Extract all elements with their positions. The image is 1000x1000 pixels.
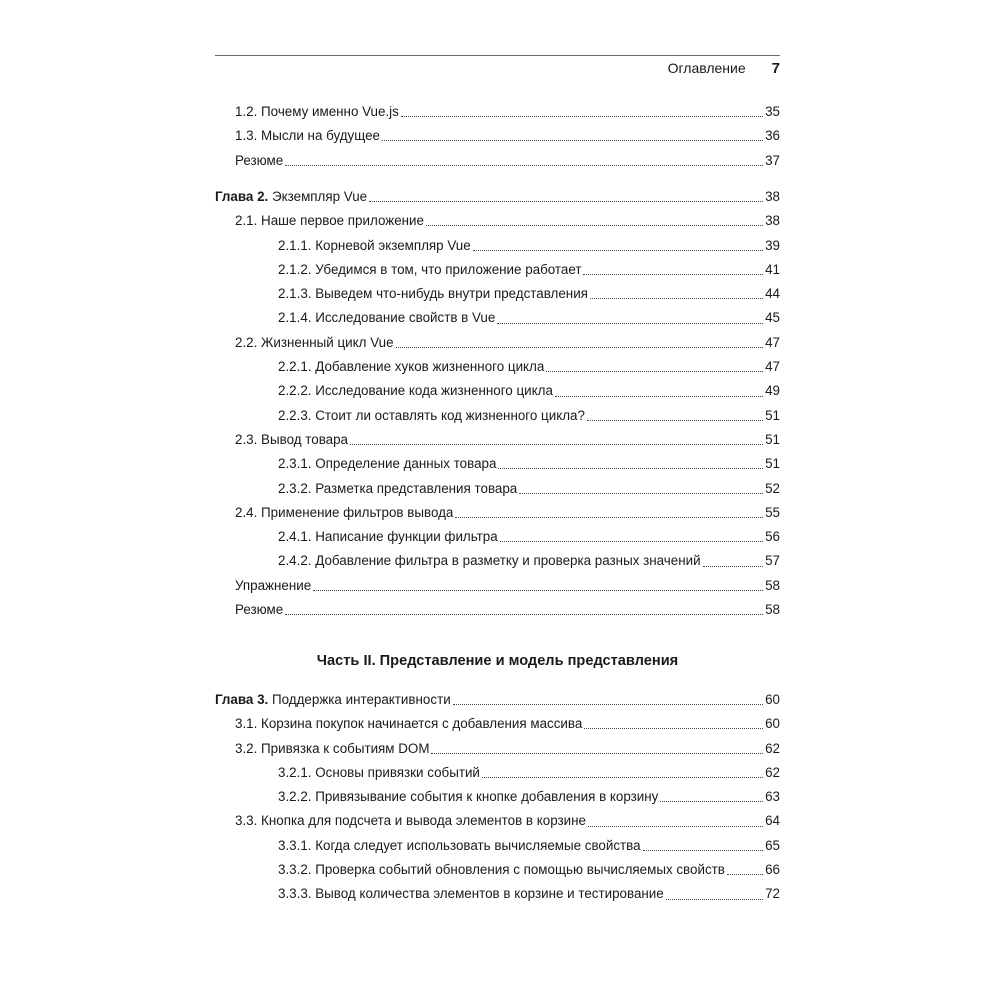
toc-entry[interactable]: [215, 124, 780, 148]
leader-dots: [660, 800, 763, 802]
leader-dots: [426, 224, 763, 226]
toc-entry-label: 2.1.1. Корневой экземпляр Vue: [278, 237, 471, 253]
toc-entry-label: 2.3.2. Разметка представления товара: [278, 480, 518, 496]
toc-entry-label: 2.3.1. Определение данных товара: [278, 456, 497, 472]
toc-page-number: 38: [765, 189, 780, 204]
leader-dots: [285, 164, 763, 166]
leader-dots: [482, 776, 763, 778]
toc-entry[interactable]: [215, 834, 780, 858]
leader-dots: [546, 370, 763, 372]
toc-entry[interactable]: [215, 306, 780, 330]
toc-entry[interactable]: [215, 501, 780, 525]
toc-page-number: 45: [765, 310, 780, 326]
toc-page-number: 56: [765, 529, 780, 545]
part-title: Часть II. Представление и модель представления: [316, 653, 679, 669]
toc-entry[interactable]: [215, 882, 780, 906]
leader-dots: [285, 613, 763, 615]
toc-entry-label: 3.1. Корзина покупок начинается с добавления массива: [235, 716, 583, 732]
toc-page-number: 57: [765, 553, 780, 569]
chapter-title: Экземпляр Vue: [272, 189, 368, 204]
toc-entry-label: 2.1.3. Выведем что-нибудь внутри представления: [278, 286, 588, 302]
toc-page-number: 35: [765, 104, 780, 119]
toc-entry-label: Резюме: [235, 152, 284, 168]
toc-entry[interactable]: [215, 258, 780, 282]
running-header-title: Оглавление: [667, 60, 746, 76]
toc-page-number: 51: [765, 431, 780, 447]
toc-block-chapter-2: [215, 185, 780, 622]
toc-page-number: 44: [765, 286, 780, 302]
toc-entry[interactable]: [215, 598, 780, 622]
toc-entry[interactable]: [215, 331, 780, 355]
toc-entry[interactable]: [215, 452, 780, 476]
toc-page-number: 60: [765, 692, 780, 707]
toc-entry-label: 3.3.2. Проверка событий обновления с помощью вычисляемых свойств: [278, 862, 725, 878]
toc-entry[interactable]: [215, 282, 780, 306]
toc-entry-label: 2.1.4. Исследование свойств в Vue: [278, 310, 496, 326]
leader-dots: [455, 516, 763, 518]
chapter-title: Поддержка интерактивности: [272, 692, 451, 707]
toc-entry[interactable]: [215, 234, 780, 258]
toc-entry[interactable]: [215, 761, 780, 785]
header-rule: [215, 55, 780, 56]
toc-page-number: 66: [765, 862, 780, 878]
leader-dots: [500, 540, 763, 542]
toc-entry-label: 3.2.2. Привязывание события к кнопке добавления в корзину: [278, 789, 659, 805]
toc-chapter-entry[interactable]: [215, 185, 780, 209]
toc-page-number: 51: [765, 456, 780, 472]
toc-entry-label: [215, 688, 451, 712]
toc-page-number: 64: [765, 813, 780, 829]
leader-dots: [727, 873, 763, 875]
toc-entry[interactable]: [215, 379, 780, 403]
toc-entry[interactable]: [215, 209, 780, 233]
running-header: [215, 60, 780, 80]
leader-dots: [350, 443, 763, 445]
toc-page-number: 38: [765, 213, 780, 229]
toc-chapter-entry[interactable]: [215, 688, 780, 712]
toc-page-number: 36: [765, 128, 780, 144]
leader-dots: [473, 249, 763, 251]
leader-dots: [401, 115, 763, 117]
leader-dots: [583, 273, 763, 275]
toc-entry[interactable]: [215, 712, 780, 736]
toc-entry-label: 2.1. Наше первое приложение: [235, 213, 424, 229]
toc-entry-label: 3.2.1. Основы привязки событий: [278, 764, 480, 780]
toc-entry-label: 2.2.1. Добавление хуков жизненного цикла: [278, 359, 545, 375]
toc-entry-label: 3.3.3. Вывод количества элементов в корзине и тестирование: [278, 886, 664, 902]
leader-dots: [588, 825, 763, 827]
toc-page-number: 47: [765, 359, 780, 375]
page-number: 7: [771, 60, 780, 77]
leader-dots: [396, 346, 764, 348]
toc-page-number: 39: [765, 237, 780, 253]
toc-entry[interactable]: [215, 355, 780, 379]
toc-entry-label: Резюме: [235, 602, 284, 618]
leader-dots: [584, 727, 763, 729]
toc-page-number: 58: [765, 602, 780, 618]
toc-entry-label: 1.2. Почему именно Vue.js: [235, 104, 399, 119]
toc-entry-label: 2.1.2. Убедимся в том, что приложение работает: [278, 261, 582, 277]
toc-entry-label: 2.4.2. Добавление фильтра в разметку и проверка разных значений: [278, 553, 701, 569]
toc-entry-label: 3.3. Кнопка для подсчета и вывода элементов в корзине: [235, 813, 586, 829]
leader-dots: [431, 752, 763, 754]
toc-page-number: 62: [765, 740, 780, 756]
leader-dots: [703, 565, 764, 567]
toc-entry-label: 2.2.2. Исследование кода жизненного цикла: [278, 383, 553, 399]
toc-entry[interactable]: [215, 858, 780, 882]
toc-entry[interactable]: [215, 149, 780, 173]
toc-page-number: 37: [765, 152, 780, 168]
leader-dots: [453, 703, 763, 705]
toc-page-number: 60: [765, 716, 780, 732]
toc-entry-label: Упражнение: [235, 577, 312, 593]
toc-entry-label: 1.3. Мысли на будущее: [235, 128, 381, 144]
leader-dots: [498, 467, 763, 469]
leader-dots: [590, 297, 763, 299]
toc-entry[interactable]: [215, 549, 780, 573]
leader-dots: [497, 322, 763, 324]
chapter-prefix: Глава 2.: [215, 189, 269, 204]
toc-entry[interactable]: [215, 809, 780, 833]
toc-entry-label: 2.4.1. Написание функции фильтра: [278, 529, 498, 545]
chapter-prefix: Глава 3.: [215, 692, 269, 707]
toc-page-number: 72: [765, 886, 780, 902]
leader-dots: [587, 419, 763, 421]
toc-entry[interactable]: [215, 574, 780, 598]
leader-dots: [369, 200, 763, 202]
toc-block-top: [215, 100, 780, 173]
toc-page-number: 62: [765, 764, 780, 780]
leader-dots: [519, 492, 763, 494]
toc-entry-label: 2.2. Жизненный цикл Vue: [235, 334, 394, 350]
toc-page-number: 65: [765, 837, 780, 853]
toc-page-number: 52: [765, 480, 780, 496]
toc-block-chapter-3: [215, 688, 780, 907]
toc-entry[interactable]: [215, 404, 780, 428]
toc-entry[interactable]: [215, 525, 780, 549]
leader-dots: [313, 589, 763, 591]
toc-entry[interactable]: [215, 785, 780, 809]
toc-page-number: 41: [765, 261, 780, 277]
toc-page-number: 55: [765, 504, 780, 520]
toc-page-number: 47: [765, 334, 780, 350]
toc-entry[interactable]: [215, 477, 780, 501]
toc-entry-label: 2.2.3. Стоит ли оставлять код жизненного цикла?: [278, 407, 585, 423]
toc-page-number: 51: [765, 407, 780, 423]
toc-entry[interactable]: [215, 100, 780, 124]
toc-entry-label: 3.2. Привязка к событиям DOM: [235, 740, 430, 756]
leader-dots: [382, 139, 763, 141]
toc-entry-label: 2.4. Применение фильтров вывода: [235, 504, 454, 520]
leader-dots: [643, 849, 764, 851]
leader-dots: [555, 395, 763, 397]
toc-page-number: 58: [765, 577, 780, 593]
toc-entry-label: 2.3. Вывод товара: [235, 431, 348, 447]
toc-entry[interactable]: [215, 428, 780, 452]
toc-page-number: 49: [765, 383, 780, 399]
leader-dots: [666, 898, 763, 900]
toc-page-number: 63: [765, 789, 780, 805]
toc-entry-label: 3.3.1. Когда следует использовать вычисляемые свойства: [278, 837, 641, 853]
toc-entry-label: [215, 185, 367, 209]
toc-entry[interactable]: [215, 737, 780, 761]
